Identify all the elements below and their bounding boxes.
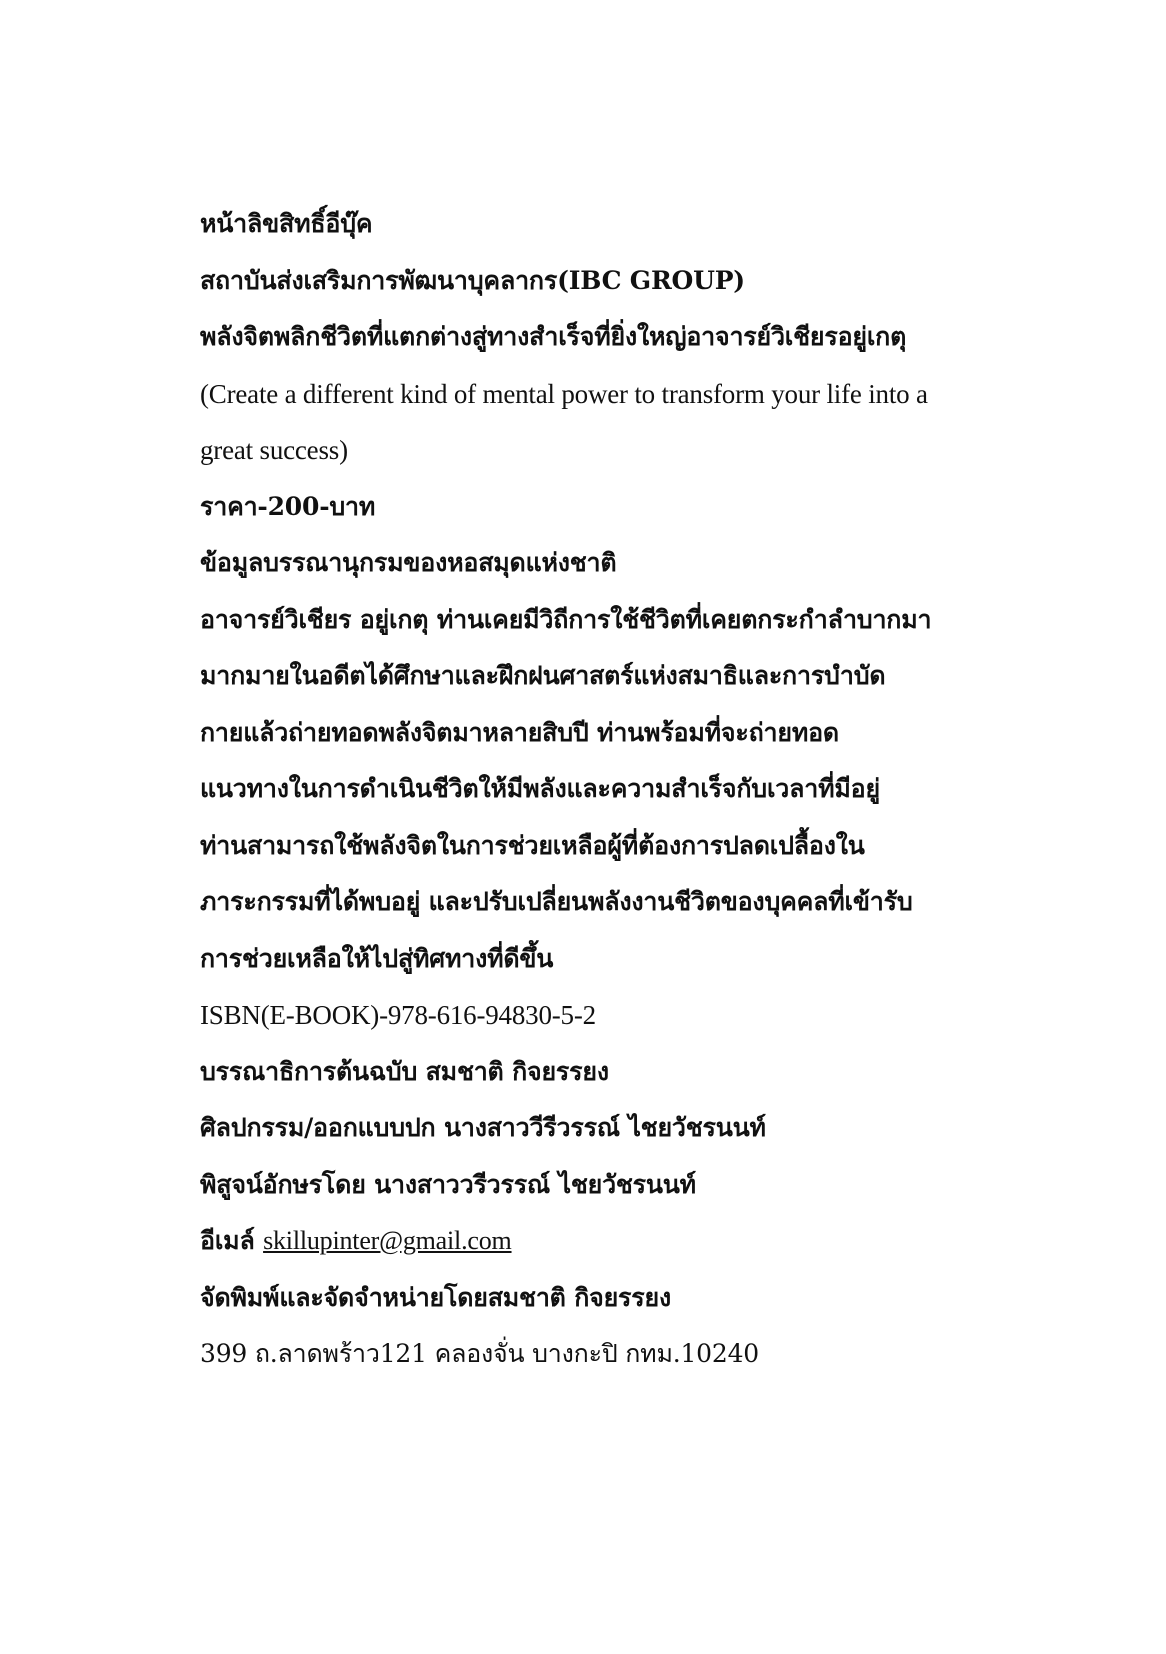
book-title-english-line-1: (Create a different kind of mental power to transform your life into a bbox=[200, 378, 928, 409]
book-title-thai: พลังจิตพลิกชีวิตที่แตกต่างสู่ทางสำเร็จที่ยิ่งใหญ่อาจารย์วิเชียรอยู่เกตุ bbox=[200, 322, 907, 351]
publisher-address: 399 ถ.ลาดพร้าว121 คลองจั่น บางกะปิ กทม.10240 bbox=[200, 1339, 760, 1368]
editor-credit: บรรณาธิการต้นฉบับ สมชาติ กิจยรรยง bbox=[200, 1056, 609, 1086]
catalog-heading: ข้อมูลบรรณานุกรมของหอสมุดแห่งชาติ bbox=[200, 548, 617, 577]
cover-design-credit: ศิลปกรรม/ออกแบบปก นางสาววีรีวรรณ์ ไชยวัชรนนท์ bbox=[200, 1113, 766, 1142]
bio-line: การช่วยเหลือให้ไปสู่ทิศทางที่ดีขึ้น bbox=[200, 943, 554, 973]
email-label: อีเมล์ bbox=[200, 1226, 255, 1255]
copyright-text-block bbox=[200, 196, 1100, 1383]
bio-line: ท่านสามารถใช้พลังจิตในการช่วยเหลือผู้ที่ต้องการปลดเปลื้องใน bbox=[200, 830, 865, 860]
bio-line: มากมายในอดีตได้ศึกษาและฝึกฝนศาสตร์แห่งสมาธิและการบำบัด bbox=[200, 661, 886, 690]
publisher-name: สถาบันส่งเสริมการพัฒนาบุคลากร(IBC GROUP) bbox=[200, 265, 745, 295]
email-row bbox=[200, 1213, 1100, 1270]
page-heading: หน้าลิขสิทธิ์อีบุ๊ค bbox=[200, 209, 373, 238]
distributor-credit: จัดพิมพ์และจัดจำหน่ายโดยสมชาติ กิจยรรยง bbox=[200, 1282, 671, 1312]
bio-line: ภาระกรรมที่ได้พบอยู่ และปรับเปลี่ยนพลังงานชีวิตของบุคคลที่เข้ารับ bbox=[200, 887, 913, 916]
bio-line: อาจารย์วิเชียร อยู่เกตุ ท่านเคยมีวิถีการใช้ชีวิตที่เคยตกระกำลำบากมา bbox=[200, 604, 932, 634]
proofreader-credit: พิสูจน์อักษรโดย นางสาววรีวรรณ์ ไชยวัชรนนท์ bbox=[200, 1169, 696, 1199]
bio-line: แนวทางในการดำเนินชีวิตให้มีพลังและความสำเร็จกับเวลาที่มีอยู่ bbox=[200, 774, 880, 803]
isbn: ISBN(E-BOOK)-978-616-94830-5-2 bbox=[200, 1000, 596, 1030]
book-price: ราคา-200-บาท bbox=[200, 491, 376, 521]
email-link[interactable]: skillupinter@gmail.com bbox=[263, 1226, 512, 1255]
book-title-english-line-2: great success) bbox=[200, 435, 348, 465]
bio-line: กายแล้วถ่ายทอดพลังจิตมาหลายสิบปี ท่านพร้อมที่จะถ่ายทอด bbox=[200, 717, 839, 747]
